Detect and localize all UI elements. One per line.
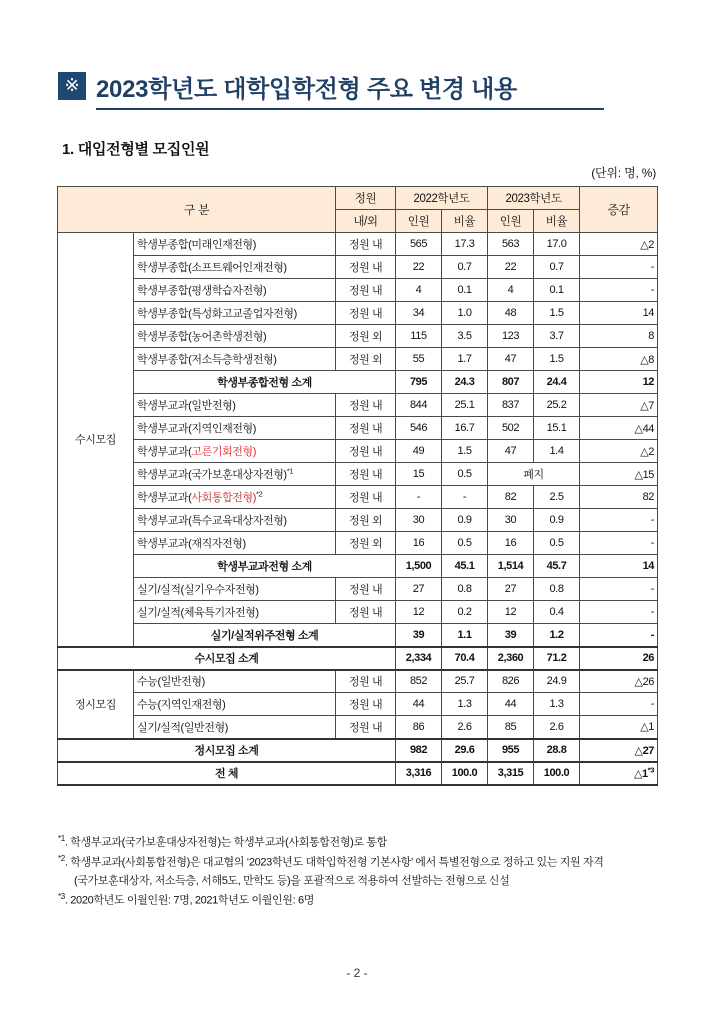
- row-change: -: [580, 578, 658, 601]
- subtotal-ratio-2023: 24.4: [534, 371, 580, 394]
- row-ratio-2022: 0.5: [442, 463, 488, 486]
- row-ratio-2022: 17.3: [442, 233, 488, 256]
- table-row: [58, 670, 658, 693]
- row-count-2022: 565: [396, 233, 442, 256]
- row-footnote-marker: *2: [256, 489, 263, 499]
- row-ratio-2023: 2.6: [534, 716, 580, 739]
- table-head: [58, 187, 658, 233]
- table-row: [58, 509, 658, 532]
- row-change: △26: [580, 670, 658, 693]
- section-heading: 1. 대입전형별 모집인원: [62, 141, 210, 158]
- subtotal-ratio-2023: 1.2: [534, 624, 580, 647]
- row-name: 실기/실적(일반전형): [134, 716, 336, 739]
- header-ratio-2022: 비율: [442, 210, 488, 233]
- subtotal-change: 12: [580, 371, 658, 394]
- row-name: 실기/실적(체육특기자전형): [134, 601, 336, 624]
- grand-total-ratio-2023: 100.0: [534, 762, 580, 785]
- header-count-2023: 인원: [488, 210, 534, 233]
- row-change: -: [580, 279, 658, 302]
- row-count-2022: 49: [396, 440, 442, 463]
- row-ratio-2023: 3.7: [534, 325, 580, 348]
- document-title-row: [58, 72, 658, 105]
- group-subtotal-ratio-2023: 28.8: [534, 739, 580, 762]
- row-count-2022: 546: [396, 417, 442, 440]
- grand-total-change: △1$^{*3}$: [580, 762, 658, 785]
- row-quota: 정원 내: [336, 486, 396, 509]
- subtotal-count-2022: 795: [396, 371, 442, 394]
- group-subtotal-label: 수시모집 소계: [58, 647, 396, 670]
- row-ratio-2023: 0.7: [534, 256, 580, 279]
- group-subtotal-count-2022: 2,334: [396, 647, 442, 670]
- row-count-2023: 47: [488, 440, 534, 463]
- row-change: 14: [580, 302, 658, 325]
- row-count-2022: 4: [396, 279, 442, 302]
- row-change: △1: [580, 716, 658, 739]
- row-name: 학생부교과(고른기회전형): [134, 440, 336, 463]
- table-row: [58, 532, 658, 555]
- group-subtotal-count-2023: 955: [488, 739, 534, 762]
- subtotal-count-2022: 39: [396, 624, 442, 647]
- row-name: 수능(일반전형): [134, 670, 336, 693]
- row-name: 학생부종합(평생학습자전형): [134, 279, 336, 302]
- grand-total-count-2022: 3,316: [396, 762, 442, 785]
- subtotal-change: 14: [580, 555, 658, 578]
- page-title: 2023학년도 대학입학전형 주요 변경 내용: [96, 75, 517, 103]
- unit-note: (단위: 명, %): [591, 166, 656, 180]
- subtotal-label: 학생부종합전형 소계: [134, 371, 396, 394]
- grand-total-footnote-marker: *3: [647, 764, 655, 774]
- table-row: [58, 256, 658, 279]
- header-year-2023: 2023학년도: [488, 187, 580, 210]
- row-ratio-2022: 0.2: [442, 601, 488, 624]
- row-quota: 정원 외: [336, 348, 396, 371]
- row-quota: 정원 내: [336, 693, 396, 716]
- row-ratio-2023: 0.5: [534, 532, 580, 555]
- group-subtotal-ratio-2022: 70.4: [442, 647, 488, 670]
- table-row: [58, 601, 658, 624]
- row-quota: 정원 내: [336, 256, 396, 279]
- row-name-highlight: 사회통합전형): [191, 492, 257, 504]
- subtotal-count-2023: 1,514: [488, 555, 534, 578]
- subtotal-ratio-2022: 45.1: [442, 555, 488, 578]
- footnotes: [58, 832, 662, 910]
- row-name: 학생부종합(특성화고교졸업자전형): [134, 302, 336, 325]
- row-ratio-2023: 15.1: [534, 417, 580, 440]
- row-change: △7: [580, 394, 658, 417]
- row-change: △44: [580, 417, 658, 440]
- row-count-2023: 12: [488, 601, 534, 624]
- row-ratio-2023: 1.5: [534, 302, 580, 325]
- table-row: [58, 463, 658, 486]
- title-underline: [96, 108, 604, 110]
- row-ratio-2023: 0.9: [534, 509, 580, 532]
- grand-total-count-2023: 3,315: [488, 762, 534, 785]
- row-name: 학생부종합(저소득층학생전형): [134, 348, 336, 371]
- row-ratio-2022: 2.6: [442, 716, 488, 739]
- group-subtotal-count-2022: 982: [396, 739, 442, 762]
- row-quota: 정원 내: [336, 601, 396, 624]
- row-name: 학생부교과(국가보훈대상자전형)$^{*1}$: [134, 463, 336, 486]
- row-quota: 정원 내: [336, 670, 396, 693]
- row-ratio-2022: 0.1: [442, 279, 488, 302]
- table-row: [58, 233, 658, 256]
- row-name: 학생부종합(농어촌학생전형): [134, 325, 336, 348]
- row-ratio-2023: 1.5: [534, 348, 580, 371]
- row-count-2022: 844: [396, 394, 442, 417]
- row-ratio-2023: 25.2: [534, 394, 580, 417]
- row-ratio-2023: 0.8: [534, 578, 580, 601]
- subtotal-ratio-2022: 24.3: [442, 371, 488, 394]
- row-quota: 정원 내: [336, 302, 396, 325]
- footnote-line-4: $^{*3}$. 2020학년도 이월인원: 7명, 2021학년도 이월인원: 6명: [58, 891, 315, 907]
- table-row: [58, 486, 658, 509]
- group-subtotal-ratio-2022: 29.6: [442, 739, 488, 762]
- subtotal-row: [58, 555, 658, 578]
- row-count-2022: 15: [396, 463, 442, 486]
- row-ratio-2023: 1.4: [534, 440, 580, 463]
- row-count-2023: 82: [488, 486, 534, 509]
- row-count-2022: 30: [396, 509, 442, 532]
- table-body: [58, 233, 658, 785]
- group-subtotal-label: 정시모집 소계: [58, 739, 396, 762]
- subtotal-label: 학생부교과전형 소계: [134, 555, 396, 578]
- row-quota: 정원 내: [336, 716, 396, 739]
- row-name: 학생부종합(미래인재전형): [134, 233, 336, 256]
- footnote-line-2: $^{*2}$. 학생부교과(사회통합전형)은 대교협의 ‘2023학년도 대학입학전형 기본사항’ 에서 특별전형으로 정하고 있는 지원 자격: [58, 853, 604, 869]
- row-count-2022: 22: [396, 256, 442, 279]
- row-ratio-2023: 1.3: [534, 693, 580, 716]
- row-change: △2: [580, 233, 658, 256]
- row-count-2023: 837: [488, 394, 534, 417]
- row-count-2023: 826: [488, 670, 534, 693]
- row-ratio-2023: 17.0: [534, 233, 580, 256]
- header-ratio-2023: 비율: [534, 210, 580, 233]
- row-count-2023: 44: [488, 693, 534, 716]
- row-ratio-2022: -: [442, 486, 488, 509]
- row-name: 학생부교과(특수교육대상자전형): [134, 509, 336, 532]
- table-row: [58, 348, 658, 371]
- group-subtotal-change: △27: [580, 739, 658, 762]
- row-change: △2: [580, 440, 658, 463]
- row-quota: 정원 내: [336, 578, 396, 601]
- group-subtotal-change: 26: [580, 647, 658, 670]
- table-header-row-1: [58, 187, 658, 210]
- row-ratio-2022: 16.7: [442, 417, 488, 440]
- row-ratio-2022: 0.5: [442, 532, 488, 555]
- row-count-2023: 16: [488, 532, 534, 555]
- row-quota: 정원 내: [336, 417, 396, 440]
- row-change: -: [580, 601, 658, 624]
- row-change: -: [580, 693, 658, 716]
- row-ratio-2022: 3.5: [442, 325, 488, 348]
- subtotal-change: -: [580, 624, 658, 647]
- group-label-2: 정시모집: [58, 670, 134, 739]
- header-quota-line1: 정원: [336, 187, 396, 210]
- row-name: 학생부교과(재직자전형): [134, 532, 336, 555]
- row-change: -: [580, 509, 658, 532]
- row-count-2023: 4: [488, 279, 534, 302]
- row-count-2023: 47: [488, 348, 534, 371]
- table-row: [58, 716, 658, 739]
- group-subtotal-row: [58, 647, 658, 670]
- table-row: [58, 279, 658, 302]
- footnote-marker: *2: [58, 853, 65, 863]
- row-count-2023: 85: [488, 716, 534, 739]
- row-quota: 정원 내: [336, 440, 396, 463]
- admissions-table-wrap: [57, 186, 657, 786]
- row-change: -: [580, 532, 658, 555]
- row-change: -: [580, 256, 658, 279]
- row-quota: 정원 내: [336, 233, 396, 256]
- subtotal-row: [58, 371, 658, 394]
- row-quota: 정원 내: [336, 394, 396, 417]
- row-ratio-2022: 25.7: [442, 670, 488, 693]
- subtotal-ratio-2023: 45.7: [534, 555, 580, 578]
- subtotal-label: 실기/실적위주전형 소계: [134, 624, 396, 647]
- row-name-highlight: 고른기회전형): [191, 446, 257, 458]
- table-row: [58, 693, 658, 716]
- grand-total-ratio-2022: 100.0: [442, 762, 488, 785]
- row-name: 학생부교과(지역인재전형): [134, 417, 336, 440]
- row-quota: 정원 외: [336, 325, 396, 348]
- row-ratio-2022: 25.1: [442, 394, 488, 417]
- table-row: [58, 578, 658, 601]
- row-change: △8: [580, 348, 658, 371]
- header-quota-line2: 내/외: [336, 210, 396, 233]
- row-count-2022: 852: [396, 670, 442, 693]
- row-count-2022: 16: [396, 532, 442, 555]
- row-ratio-2023: 0.4: [534, 601, 580, 624]
- subtotal-row: [58, 624, 658, 647]
- group-subtotal-row: [58, 739, 658, 762]
- row-ratio-2022: 0.7: [442, 256, 488, 279]
- footnote-line-3: (국가보훈대상자, 저소득층, 서해5도, 만학도 등)을 포괄적으로 적용하여 선발하는 전형으로 신설: [74, 874, 510, 887]
- group-subtotal-count-2023: 2,360: [488, 647, 534, 670]
- row-quota: 정원 외: [336, 509, 396, 532]
- row-count-2022: 115: [396, 325, 442, 348]
- row-ratio-2022: 0.9: [442, 509, 488, 532]
- row-count-2023: 48: [488, 302, 534, 325]
- row-count-2023: 563: [488, 233, 534, 256]
- row-count-2022: 27: [396, 578, 442, 601]
- table-row: [58, 394, 658, 417]
- row-footnote-marker: *1: [286, 466, 293, 476]
- row-count-2022: 86: [396, 716, 442, 739]
- row-ratio-2023: 24.9: [534, 670, 580, 693]
- row-ratio-2023: 0.1: [534, 279, 580, 302]
- grand-total-label: 전 체: [58, 762, 396, 785]
- admissions-table: [57, 186, 658, 786]
- row-change: 82: [580, 486, 658, 509]
- row-name: 학생부종합(소프트웨어인재전형): [134, 256, 336, 279]
- row-count-2022: 44: [396, 693, 442, 716]
- grand-total-row: [58, 762, 658, 785]
- table-row: [58, 302, 658, 325]
- row-quota: 정원 내: [336, 279, 396, 302]
- group-label-1: 수시모집: [58, 233, 134, 647]
- row-count-2023: 30: [488, 509, 534, 532]
- subtotal-count-2022: 1,500: [396, 555, 442, 578]
- table-row: [58, 417, 658, 440]
- row-quota: 정원 내: [336, 463, 396, 486]
- footnote-marker: *3: [58, 891, 65, 901]
- row-name: 실기/실적(실기우수자전형): [134, 578, 336, 601]
- header-year-2022: 2022학년도: [396, 187, 488, 210]
- subtotal-ratio-2022: 1.1: [442, 624, 488, 647]
- header-division: 구 분: [58, 187, 336, 233]
- row-merged-2023: 폐지: [488, 463, 580, 486]
- header-change: 증감: [580, 187, 658, 233]
- row-count-2022: 12: [396, 601, 442, 624]
- row-ratio-2022: 1.5: [442, 440, 488, 463]
- page-number: - 2 -: [346, 966, 368, 980]
- row-count-2022: 34: [396, 302, 442, 325]
- header-count-2022: 인원: [396, 210, 442, 233]
- row-name: 수능(지역인재전형): [134, 693, 336, 716]
- row-count-2022: -: [396, 486, 442, 509]
- row-ratio-2022: 0.8: [442, 578, 488, 601]
- row-ratio-2023: 2.5: [534, 486, 580, 509]
- row-ratio-2022: 1.3: [442, 693, 488, 716]
- footnote-marker: *1: [58, 834, 65, 843]
- table-row: [58, 440, 658, 463]
- footnote-line-1: $^{*1}$. 학생부교과(국가보훈대상자전형)는 학생부교과(사회통합전형)로 통합: [58, 834, 387, 849]
- subtotal-count-2023: 39: [488, 624, 534, 647]
- row-count-2023: 502: [488, 417, 534, 440]
- row-ratio-2022: 1.0: [442, 302, 488, 325]
- row-count-2023: 27: [488, 578, 534, 601]
- row-quota: 정원 외: [336, 532, 396, 555]
- subtotal-count-2023: 807: [488, 371, 534, 394]
- row-name: 학생부교과(일반전형): [134, 394, 336, 417]
- row-change: 8: [580, 325, 658, 348]
- row-count-2023: 22: [488, 256, 534, 279]
- group-subtotal-ratio-2023: 71.2: [534, 647, 580, 670]
- table-row: [58, 325, 658, 348]
- row-count-2022: 55: [396, 348, 442, 371]
- reference-mark-icon: ※: [58, 72, 86, 100]
- row-count-2023: 123: [488, 325, 534, 348]
- row-change: △15: [580, 463, 658, 486]
- row-name: 학생부교과(사회통합전형)$^{*2}$: [134, 486, 336, 509]
- row-ratio-2022: 1.7: [442, 348, 488, 371]
